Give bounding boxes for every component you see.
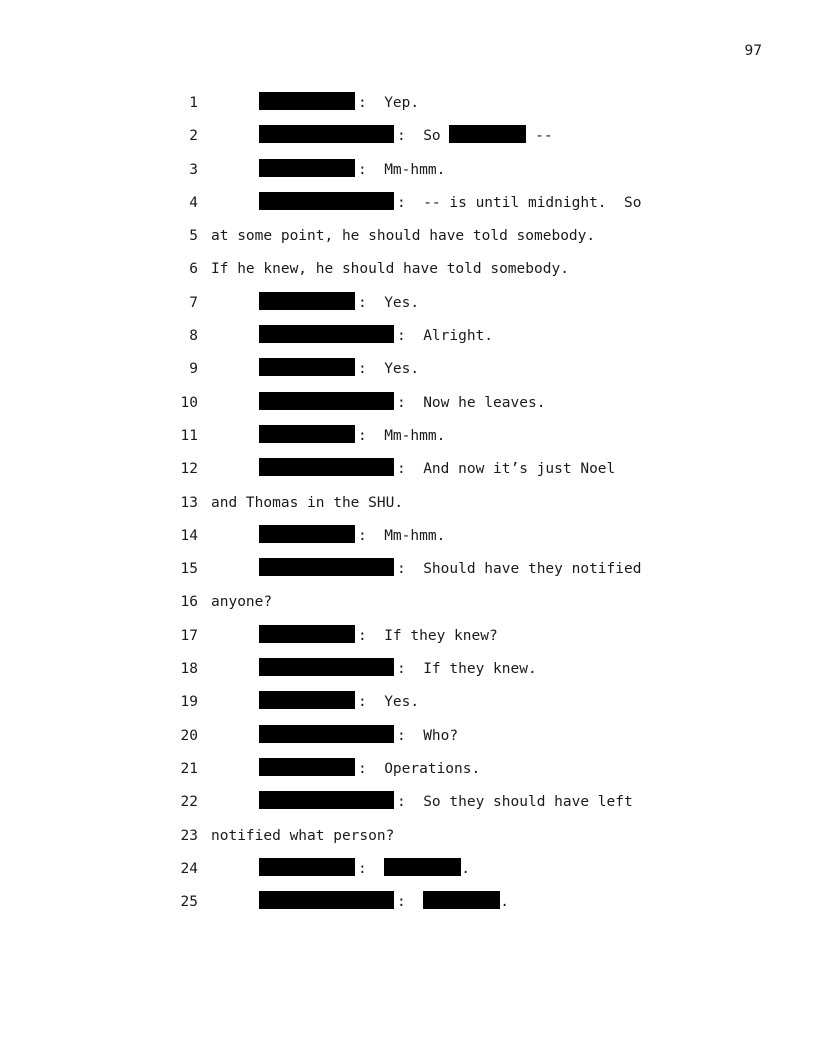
line-number: 18 [180, 661, 198, 678]
line-content [259, 791, 633, 813]
transcript-line [0, 225, 816, 258]
line-text: Should have they notified [423, 561, 642, 578]
redacted-speaker-name [259, 458, 394, 476]
redacted-speaker-name [259, 658, 394, 676]
line-number: 21 [180, 760, 198, 777]
transcript-line [0, 791, 816, 824]
line-text: and Thomas in the SHU. [211, 494, 404, 511]
speaker-colon: : [397, 894, 424, 911]
transcript-line [0, 392, 816, 425]
transcript-line [0, 558, 816, 591]
line-text: Mm-hmm. [384, 527, 446, 544]
line-content [259, 125, 553, 147]
line-content [259, 725, 458, 747]
speaker-colon: : [397, 394, 424, 411]
speaker-colon: : [358, 361, 385, 378]
page-number: 97 [744, 43, 762, 59]
redacted-speaker-name [259, 192, 394, 210]
line-text: So they should have left [423, 794, 633, 811]
transcript-line [0, 192, 816, 225]
line-text: . [500, 894, 509, 911]
redacted-speaker-name [259, 691, 355, 709]
speaker-colon: : [358, 860, 385, 877]
line-content [211, 591, 272, 613]
line-number: 19 [180, 694, 198, 711]
transcript-line [0, 525, 816, 558]
transcript-body [0, 92, 816, 924]
line-content [259, 292, 419, 314]
line-content [259, 192, 641, 214]
line-number: 3 [189, 161, 198, 178]
line-number: 15 [180, 561, 198, 578]
line-content [211, 258, 569, 280]
line-text: notified what person? [211, 827, 395, 844]
line-text: Yes. [384, 694, 420, 711]
speaker-colon: : [358, 427, 385, 444]
line-text: Now he leaves. [423, 394, 546, 411]
speaker-colon: : [358, 527, 385, 544]
transcript-line [0, 891, 816, 924]
line-text: So [423, 128, 450, 145]
line-number: 24 [180, 860, 198, 877]
redacted-speaker-name [259, 292, 355, 310]
line-content [259, 858, 470, 880]
transcript-line [0, 425, 816, 458]
speaker-colon: : [397, 794, 424, 811]
redacted-speaker-name [259, 325, 394, 343]
line-content [259, 358, 419, 380]
speaker-colon: : [397, 194, 424, 211]
line-number: 9 [189, 361, 198, 378]
line-text: anyone? [211, 594, 273, 611]
line-text: If he knew, he should have told somebody. [211, 261, 569, 278]
line-text: If they knew. [423, 661, 537, 678]
speaker-colon: : [397, 328, 424, 345]
line-content [259, 558, 641, 580]
transcript-line [0, 625, 816, 658]
line-number: 5 [189, 228, 198, 245]
redacted-speaker-name [259, 425, 355, 443]
line-number: 11 [180, 427, 198, 444]
line-content [259, 891, 509, 913]
line-content [211, 492, 403, 514]
line-text: -- is until midnight. So [423, 194, 642, 211]
transcript-line [0, 458, 816, 491]
line-text: -- [526, 128, 553, 145]
line-content [259, 92, 419, 114]
speaker-colon: : [397, 461, 424, 478]
speaker-colon: : [358, 161, 385, 178]
redacted-speaker-name [259, 758, 355, 776]
line-content [259, 458, 615, 480]
line-number: 4 [189, 194, 198, 211]
line-number: 23 [180, 827, 198, 844]
line-text: And now it’s just Noel [423, 461, 616, 478]
transcript-line [0, 258, 816, 291]
speaker-colon: : [358, 95, 385, 111]
speaker-colon: : [397, 128, 424, 145]
line-number: 25 [180, 894, 198, 911]
line-text: Mm-hmm. [384, 427, 446, 444]
line-number: 14 [180, 527, 198, 544]
line-number: 8 [189, 328, 198, 345]
transcript-line [0, 725, 816, 758]
redacted-speaker-name [259, 358, 355, 376]
speaker-colon: : [397, 661, 424, 678]
transcript-line [0, 591, 816, 624]
line-content [259, 425, 445, 447]
redacted-speaker-name [259, 725, 394, 743]
redacted-speaker-name [259, 125, 394, 143]
redacted-speaker-name [259, 392, 394, 410]
line-number: 16 [180, 594, 198, 611]
redacted-speaker-name [259, 159, 355, 177]
line-number: 10 [180, 394, 198, 411]
line-number: 20 [180, 727, 198, 744]
transcript-line [0, 358, 816, 391]
line-number: 1 [189, 95, 198, 111]
speaker-colon: : [358, 760, 385, 777]
line-number: 2 [189, 128, 198, 145]
line-content [259, 758, 480, 780]
transcript-line [0, 492, 816, 525]
speaker-colon: : [358, 694, 385, 711]
line-text: Yep. [384, 95, 420, 111]
line-content [259, 325, 493, 347]
transcript-line [0, 825, 816, 858]
line-text: Who? [423, 727, 459, 744]
speaker-colon: : [397, 727, 424, 744]
line-content [259, 159, 445, 181]
redacted-speaker-name [259, 92, 355, 110]
transcript-line [0, 691, 816, 724]
line-text: Alright. [423, 328, 494, 345]
line-content [211, 825, 394, 847]
line-text: Mm-hmm. [384, 161, 446, 178]
transcript-line [0, 92, 816, 125]
line-content [259, 625, 498, 647]
transcript-line [0, 758, 816, 791]
line-number: 22 [180, 794, 198, 811]
line-text: Yes. [384, 294, 420, 311]
transcript-line [0, 125, 816, 158]
line-text: Operations. [384, 760, 481, 777]
line-number: 12 [180, 461, 198, 478]
line-number: 13 [180, 494, 198, 511]
redacted-name [449, 125, 526, 143]
redacted-speaker-name [259, 891, 394, 909]
speaker-colon: : [358, 294, 385, 311]
line-text: . [461, 860, 470, 877]
transcript-line [0, 159, 816, 192]
redacted-speaker-name [259, 525, 355, 543]
line-content [259, 691, 419, 713]
line-text: If they knew? [384, 627, 498, 644]
line-number: 17 [180, 627, 198, 644]
redacted-name [384, 858, 461, 876]
redacted-speaker-name [259, 625, 355, 643]
speaker-colon: : [397, 561, 424, 578]
line-content [259, 392, 545, 414]
speaker-colon: : [358, 627, 385, 644]
transcript-line [0, 858, 816, 891]
transcript-line [0, 292, 816, 325]
redacted-name [423, 891, 500, 909]
redacted-speaker-name [259, 791, 394, 809]
line-text: at some point, he should have told somebody. [211, 228, 596, 245]
transcript-line [0, 325, 816, 358]
line-content [259, 658, 537, 680]
redacted-speaker-name [259, 558, 394, 576]
line-content [211, 225, 595, 247]
line-number: 7 [189, 294, 198, 311]
line-text: Yes. [384, 361, 420, 378]
line-content [259, 525, 445, 547]
transcript-line [0, 658, 816, 691]
line-number: 6 [189, 261, 198, 278]
redacted-speaker-name [259, 858, 355, 876]
